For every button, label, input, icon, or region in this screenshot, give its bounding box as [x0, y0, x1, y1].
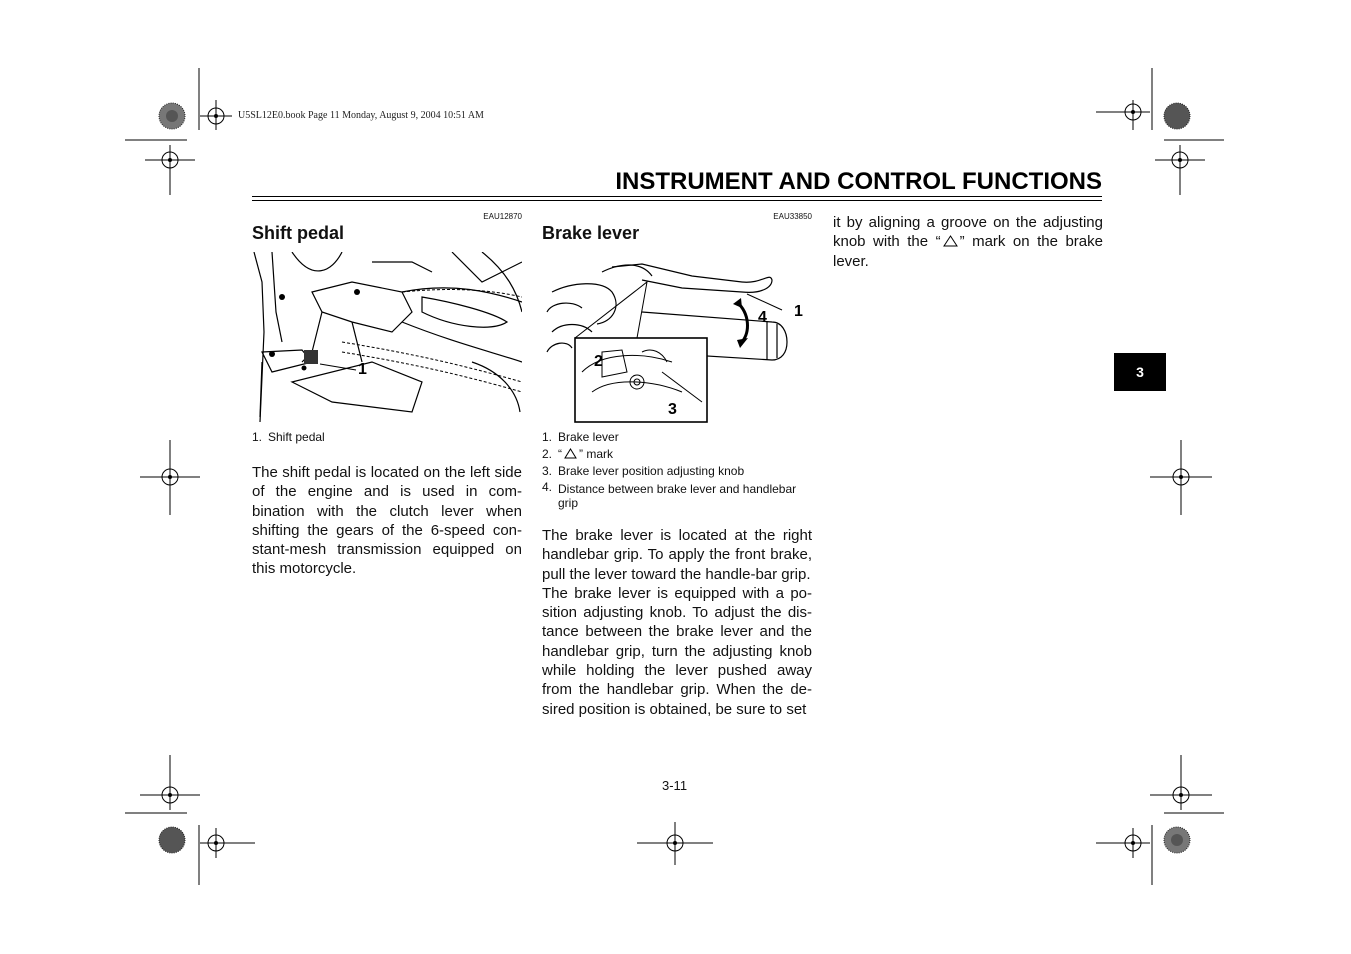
brake-lever-captions	[542, 429, 812, 510]
brake-callout-1: 1	[794, 303, 803, 320]
brake-lever-body-3: it by aligning a groove on the adjusting knob with the “ ” mark on the brake lever.	[833, 214, 1103, 270]
shift-pedal-captions	[252, 429, 522, 446]
brake-lever-body-2: The brake lever is equipped with a po-sition adjusting knob. To adjust the dis-tance between the brake lever and the handlebar grip, turn the adjusting knob while holding the lever pushed away from the handlebar grip. When the de-sired position is obtained, be sure to set	[542, 584, 812, 718]
triangle-mark-icon	[943, 235, 958, 247]
brake-lever-code: EAU33850	[773, 212, 812, 221]
book-file-info: U5SL12E0.book Page 11 Monday, August 9, 2004 10:51 AM	[238, 110, 484, 121]
caption-item: 3. Brake lever position adjusting knob	[542, 464, 745, 478]
brake-lever-body-1: The brake lever is located at the right handlebar grip. To apply the front brake, pull the lever toward the handle-bar grip.	[542, 527, 812, 583]
title-rule-thick	[252, 196, 1102, 197]
brake-callout-2: 2	[594, 353, 603, 370]
brake-callout-3: 3	[668, 401, 677, 418]
caption-item: 1. Brake lever	[542, 430, 619, 444]
shift-pedal-body: The shift pedal is located on the left side of the engine and is used in com-bination with the clutch lever when shifting the gears of the 6-speed con-stant-mesh transmission equipped on this motorcycle.	[252, 464, 522, 578]
shift-pedal-illustration	[252, 252, 522, 424]
brake-lever-section	[542, 212, 812, 719]
brake-callout-4: 4	[758, 309, 767, 326]
title-rule-thin	[252, 200, 1102, 201]
page-title: INSTRUMENT AND CONTROL FUNCTIONS	[615, 168, 1102, 195]
caption-item: 1. Shift pedal	[252, 430, 325, 444]
shift-pedal-callout: 1	[358, 361, 367, 378]
caption-item: 2. “ ” mark	[542, 447, 613, 461]
shift-pedal-heading: Shift pedal	[252, 223, 345, 243]
page-number: 3-11	[662, 778, 688, 793]
shift-pedal-code: EAU12870	[483, 212, 522, 221]
shift-pedal-section	[252, 212, 522, 579]
chapter-tab: 3	[1114, 353, 1166, 391]
brake-lever-heading: Brake lever	[542, 223, 640, 243]
brake-lever-illustration	[542, 252, 812, 424]
triangle-mark-icon	[564, 448, 577, 459]
brake-lever-continuation	[833, 213, 1103, 271]
caption-item: 4. Distance between brake lever and handlebar grip	[542, 480, 797, 510]
